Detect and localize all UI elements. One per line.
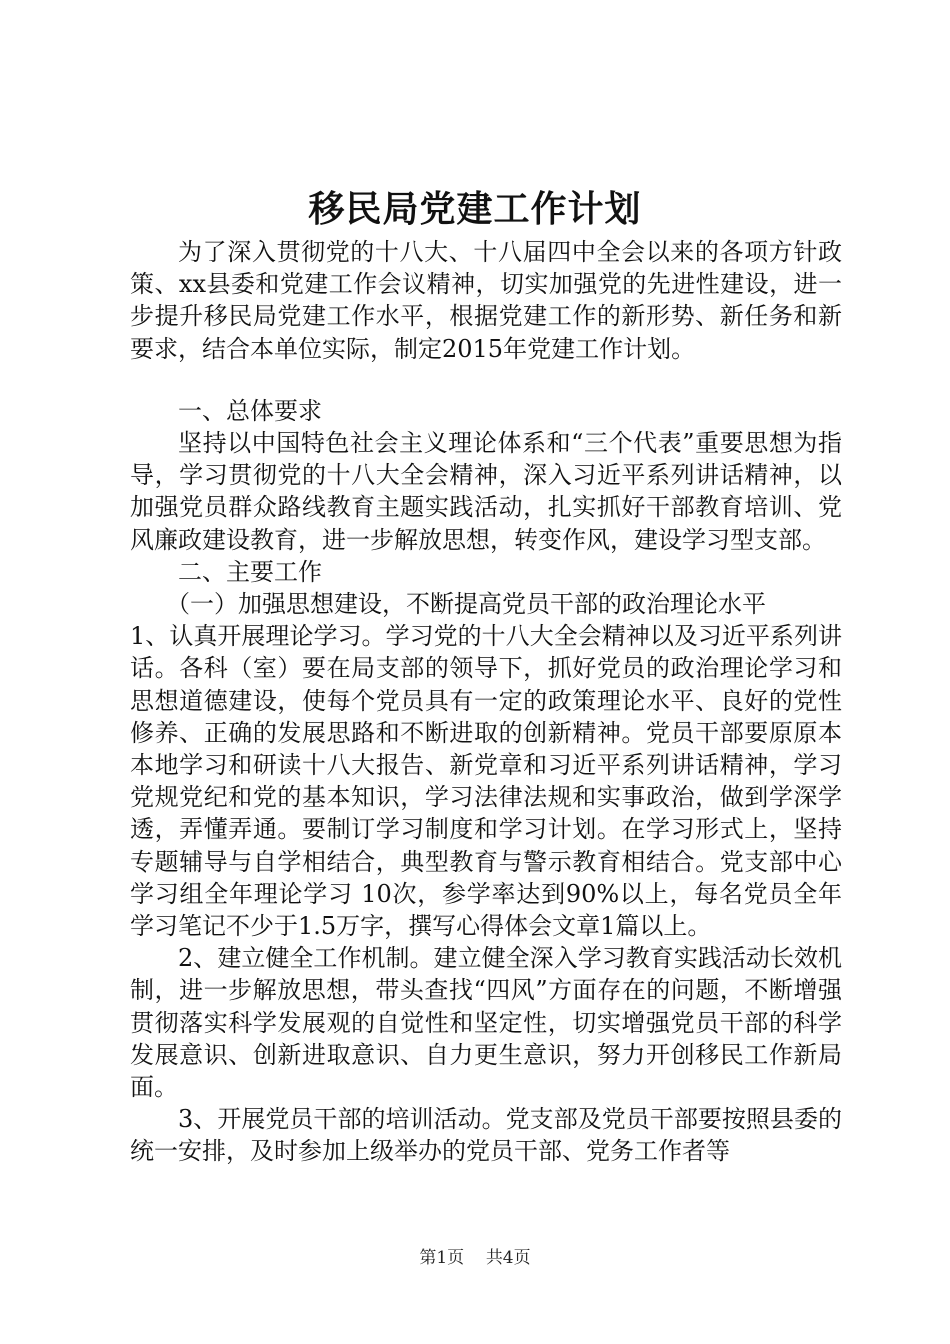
overall-requirements-paragraph: 坚持以中国特色社会主义理论体系和“三个代表”重要思想为指导，学习贯彻党的十八大全会精神，深入习近平系列讲话精神，以加强党员群众路线教育主题实践活动，扎实抓好干部教育培训、党风廉政建设教育，进一步解放思想，转变作风，建设学习型支部。: [130, 429, 842, 554]
page-total: 共4页: [485, 1248, 531, 1268]
document-body: [130, 236, 842, 1168]
section-heading-overall: 一、总体要求: [178, 396, 322, 425]
page-footer: [0, 1246, 950, 1270]
intro-paragraph: 为了深入贯彻党的十八大、十八届四中全会以来的各项方针政策、xx县委和党建工作会议精神，切实加强党的先进性建设，进一步提升移民局党建工作水平，根据党建工作的新形势、新任务和新要求，结合本单位实际，制定2015年党建工作计划。: [130, 238, 842, 363]
subsection-heading-1: （一）加强思想建设，不断提高党员干部的政治理论水平: [166, 590, 766, 619]
item-1-paragraph: 1、认真开展理论学习。学习党的十八大全会精神以及习近平系列讲话。各科（室）要在局支部的领导下，抓好党员的政治理论学习和思想道德建设，使每个党员具有一定的政策理论水平、良好的党性修养、正确的发展思路和不断进取的创新精神。党员干部要原原本本地学习和研读十八大报告、新党章和习近平系列讲话精神，学习党规党纪和党的基本知识，学习法律法规和实事政治，做到学深学透，弄懂弄通。要制订学习制度和学习计划。在学习形式上，坚持专题辅导与自学相结合，典型教育与警示教育相结合。党支部中心学习组全年理论学习 10次，参学率达到90%以上，每名党员全年学习笔记不少于1.5万字，撰写心得体会文章1篇以上。: [130, 622, 842, 941]
item-2-paragraph: 2、建立健全工作机制。建立健全深入学习教育实践活动长效机制，进一步解放思想，带头查找“四风”方面存在的问题，不断增强贯彻落实科学发展观的自觉性和坚定性，切实增强党员干部的科学发展意识、创新进取意识、自力更生意识，努力开创移民工作新局面。: [130, 944, 842, 1102]
page-spacer: [470, 1248, 481, 1268]
section-heading-main-work: 二、主要工作: [178, 557, 322, 586]
page-number: 第1页: [419, 1248, 465, 1268]
document-title: 移民局党建工作计划: [308, 188, 642, 230]
item-3-paragraph: 3、开展党员干部的培训活动。党支部及党员干部要按照县委的统一安排，及时参加上级举办的党员干部、党务工作者等: [130, 1105, 842, 1166]
